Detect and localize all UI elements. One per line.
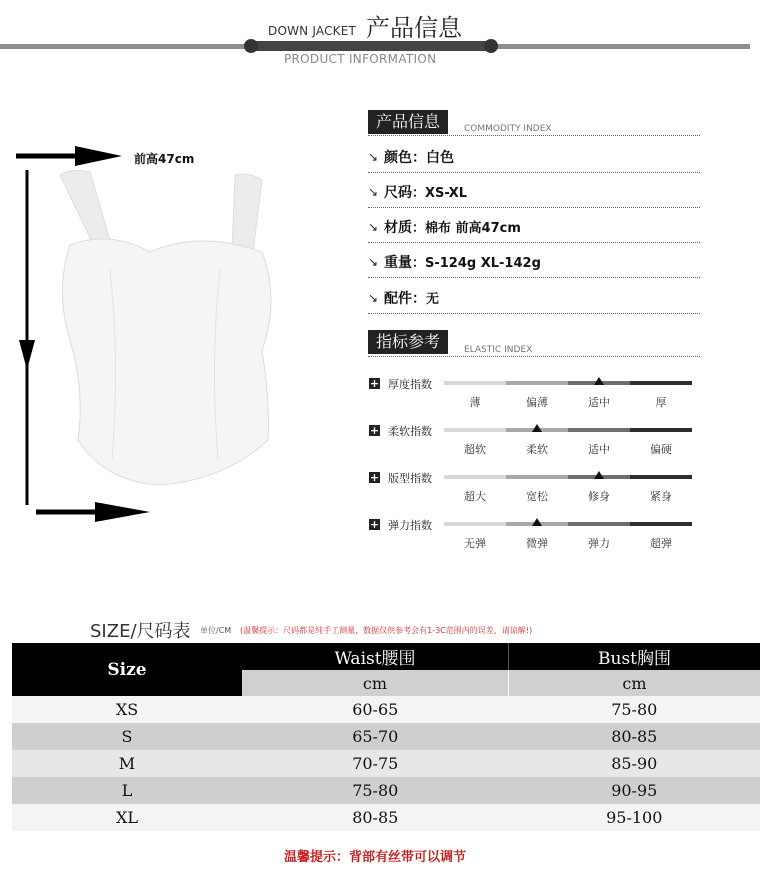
plus-icon: +: [369, 471, 380, 484]
scale-segment: [444, 475, 506, 479]
plus-icon: +: [369, 424, 380, 437]
scale-option: 适中: [588, 443, 610, 456]
scale-segment: [444, 522, 506, 526]
product-info-tag: 产品信息: [368, 110, 448, 134]
plus-icon: +: [369, 518, 380, 531]
index-name: 弹力指数: [388, 519, 432, 532]
index-name: 厚度指数: [388, 378, 432, 391]
divider: [368, 242, 700, 243]
size-table-unit: 单位/CM: [200, 626, 232, 635]
scale-segment: [444, 381, 506, 385]
selected-marker: [532, 424, 542, 432]
index-name: 版型指数: [388, 472, 432, 485]
table-row: [12, 696, 760, 723]
cell-waist: 75-80: [352, 781, 399, 800]
scale-option: 偏硬: [650, 443, 672, 456]
cell-bust: 80-85: [611, 727, 658, 746]
selected-marker: [594, 377, 604, 385]
bullet-icon: ↘: [368, 255, 379, 269]
indices-tag-en: ELASTIC INDEX: [464, 345, 533, 355]
selected-marker: [594, 471, 604, 479]
bullet-icon: ↘: [368, 150, 379, 164]
indices-tag: 指标参考: [368, 330, 448, 354]
info-row-1: [384, 182, 467, 202]
scale-segment: [444, 428, 506, 432]
plus-icon: +: [369, 377, 380, 390]
info-value: ：棉布 前高47cm: [412, 221, 521, 236]
front-length-label: 前高47cm: [134, 152, 195, 166]
info-label: 配件：: [384, 291, 426, 307]
selected-marker: [532, 518, 542, 526]
scale-segment: [630, 428, 692, 432]
cell-size: XS: [115, 700, 139, 719]
header-subtitle: PRODUCT INFORMATION: [284, 52, 437, 66]
cell-waist: 70-75: [352, 754, 399, 773]
scale-option: 微弹: [526, 537, 548, 550]
scale-option: 柔软: [526, 443, 548, 456]
scale-option: 无弹: [464, 537, 486, 550]
cell-bust: 75-80: [611, 700, 658, 719]
cell-bust: 90-95: [611, 781, 658, 800]
info-value: 无: [426, 292, 440, 307]
bust-unit: cm: [509, 670, 760, 696]
info-row-4: [384, 288, 439, 308]
corset-top: [60, 171, 271, 485]
product-info-tag-en: COMMODITY INDEX: [464, 124, 552, 134]
header-en-label: DOWN JACKET: [268, 24, 357, 38]
table-row: [12, 750, 760, 777]
garment-illustration: [0, 140, 360, 530]
cell-size: XL: [115, 808, 138, 827]
scale-option: 紧身: [650, 490, 672, 503]
bullet-icon: ↘: [368, 291, 379, 305]
info-value: ：XS-XL: [412, 186, 468, 201]
scale-segment: [630, 475, 692, 479]
scale-option: 超大: [464, 490, 486, 503]
info-value: ：S-124g XL-142g: [412, 256, 541, 271]
top-arrow-head: [75, 146, 122, 166]
info-row-0: [384, 147, 454, 167]
cell-waist: 80-85: [352, 808, 399, 827]
cell-size: S: [121, 727, 133, 746]
cell-waist: 65-70: [352, 727, 399, 746]
scale-segment: [630, 522, 692, 526]
col-size-header: Size: [12, 643, 242, 696]
bullet-icon: ↘: [368, 220, 379, 234]
scale-option: 超软: [464, 443, 486, 456]
scale-option: 薄: [469, 396, 481, 409]
index-name: 柔软指数: [388, 425, 432, 438]
divider: [368, 207, 700, 208]
cell-size: M: [118, 754, 136, 773]
scale-option: 宽松: [526, 490, 548, 503]
info-label: 重量: [384, 255, 412, 271]
info-label: 颜色：白色: [384, 150, 454, 166]
size-table-title: SIZE/尺码表: [90, 621, 191, 642]
header-dot-left: [244, 39, 258, 53]
cell-waist: 60-65: [352, 700, 399, 719]
scale-option: 偏薄: [526, 396, 548, 409]
scale-segment: [568, 522, 630, 526]
divider: [368, 172, 700, 173]
header-title: 产品信息: [366, 14, 462, 42]
info-label: 尺码: [384, 185, 412, 201]
cell-size: L: [121, 781, 133, 800]
info-label: 材质: [384, 220, 412, 236]
table-row: [12, 777, 760, 804]
divider: [368, 356, 700, 357]
scale-option: 弹力: [588, 537, 610, 550]
scale-segment: [630, 381, 692, 385]
divider: [368, 135, 700, 136]
header-dot-right: [484, 39, 498, 53]
scale-segment: [506, 475, 568, 479]
scale-option: 修身: [588, 490, 610, 503]
scale-option: 厚: [655, 396, 667, 409]
scale-option: 适中: [588, 396, 610, 409]
scale-segment: [568, 428, 630, 432]
scale-option: 超弹: [650, 537, 672, 550]
bottom-arrow-head: [95, 502, 150, 522]
info-row-3: [384, 252, 541, 272]
cell-bust: 85-90: [611, 754, 658, 773]
size-table: [12, 643, 760, 831]
bullet-icon: ↘: [368, 185, 379, 199]
divider: [368, 277, 700, 278]
footer-note: 温馨提示：背部有丝带可以调节: [284, 850, 467, 865]
divider: [368, 313, 700, 314]
table-row: [12, 804, 760, 831]
vertical-arrow-head: [19, 340, 35, 370]
scale-segment: [506, 381, 568, 385]
cell-bust: 95-100: [606, 808, 663, 827]
info-row-2: [384, 217, 521, 237]
size-table-warning: (温馨提示：尺码都是纯手工测量，数据仅供参考会有1-3C范围内的误差，请谅解!): [240, 626, 533, 635]
col-waist-header: Waist腰围: [242, 643, 509, 670]
table-row: [12, 723, 760, 750]
col-bust-header: Bust胸围: [509, 643, 760, 670]
waist-unit: cm: [242, 670, 509, 696]
